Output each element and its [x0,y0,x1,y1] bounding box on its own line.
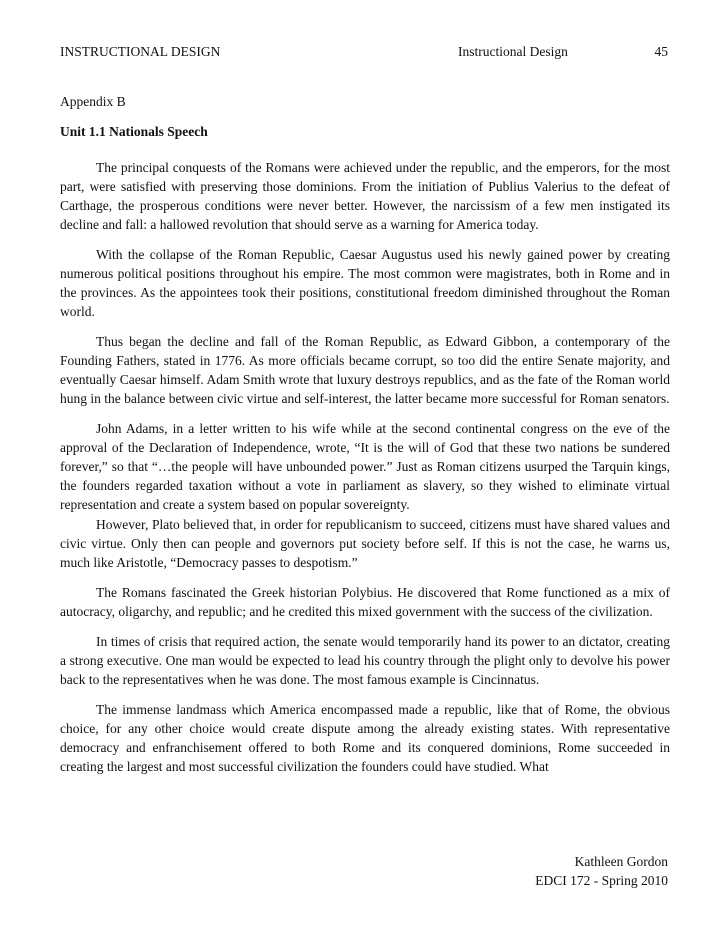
paragraph: John Adams, in a letter written to his wife while at the second continental congress on the eve of the approval of the Declaration of Independence, wrote, “It is the will of God that these two nations be sundered forever,” so that “…the people will have unbounded power.” Just as Roman citizens usurped the Tarquin kings, the founders regarded taxation without a vote in parliament as slavery, so they wished to eliminate virtual representation and create a system based on popular sovereignty. [60,421,670,512]
footer-author: Kathleen Gordon [574,854,668,869]
unit-title: Unit 1.1 Nationals Speech [60,124,208,139]
running-title: INSTRUCTIONAL DESIGN [60,44,221,59]
appendix-label: Appendix B [60,94,126,109]
paragraph: However, Plato believed that, in order for republicanism to succeed, citizens must have shared values and civic virtue. Only then can people and governors put society before self. If this is not the case, he warns us, much like Aristotle, “Democracy passes to despotism.” [60,517,670,570]
footer [535,852,668,890]
paragraph: Thus began the decline and fall of the Roman Republic, as Edward Gibbon, a contemporary of the Founding Fathers, stated in 1776. As more officials became corrupt, so too did the entire Senate majority, and eventually Caesar himself. Adam Smith wrote that luxury destroys republics, and as the fate of the Roman world hung in the balance between civic virtue and self-interest, the latter became more successful for Roman senators. [60,334,670,406]
page-number: 45 [654,44,668,59]
paragraph: The Romans fascinated the Greek historian Polybius. He discovered that Rome functioned as a mix of autocracy, oligarchy, and republic; and he credited this mixed government with the success of the civilization. [60,585,670,619]
paragraph: In times of crisis that required action, the senate would temporarily hand its power to an dictator, creating a strong executive. One man would be expected to lead his country through the plight only to devolve his power back to the representatives when he was done. The most famous example is Cincinnatus. [60,634,670,687]
short-title: Instructional Design [458,44,568,59]
body-text [60,158,670,776]
paragraph: The principal conquests of the Romans were achieved under the republic, and the emperors, for the most part, were satisfied with preserving those dominions. From the initiation of Publius Valerius to the defeat of Carthage, the prosperous conditions were never better. However, the narcissism of a few men instigated its decline and fall: a hallowed revolution that should serve as a warning for America today. [60,160,670,232]
paragraph: The immense landmass which America encompassed made a republic, like that of Rome, the obvious choice, for any other choice would create dispute among the already existing states. With representative democracy and enfranchisement offered to both Rome and its conquered dominions, Rome succeeded in creating the largest and most successful civilization the founders could have studied. What [60,702,670,774]
footer-course: EDCI 172 - Spring 2010 [535,873,668,888]
paragraph: With the collapse of the Roman Republic, Caesar Augustus used his newly gained power by creating numerous political positions throughout his empire. The most common were magistrates, both in Rome and in the provinces. As the appointees took their positions, constitutional freedom diminished throughout the Roman world. [60,247,670,319]
running-head [60,44,668,62]
